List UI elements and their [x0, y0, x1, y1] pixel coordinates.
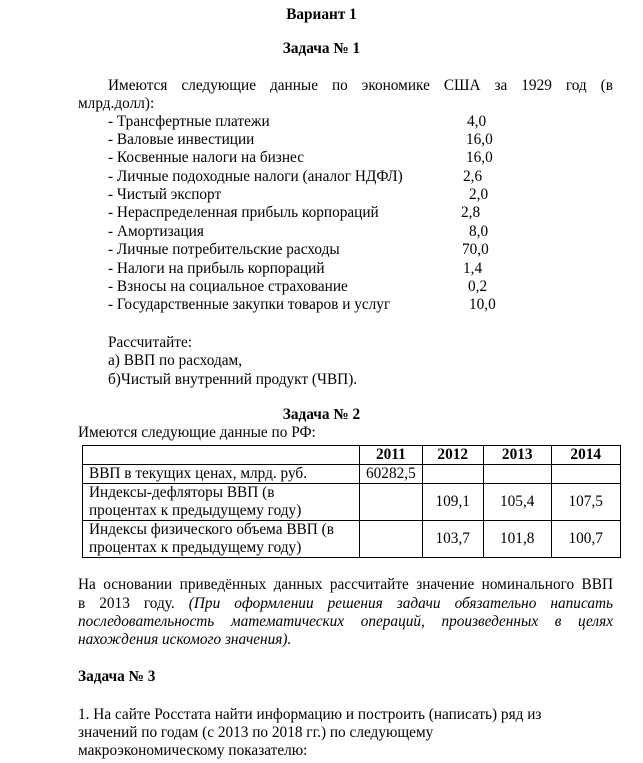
row-label: ВВП в текущих ценах, млрд. руб.	[83, 465, 360, 484]
task2-paragraph-line: На основании приведённых данных рассчитайте значение номинального ВВП	[78, 576, 613, 593]
task2-intro: Имеются следующие данные по РФ:	[78, 424, 316, 441]
table-header: 2011	[360, 446, 423, 465]
paragraph-text: в 2013 году.	[78, 595, 175, 612]
table-header: 2012	[422, 446, 483, 465]
table-cell: 103,7	[422, 521, 483, 558]
table-cell	[360, 521, 423, 558]
gdp-table	[82, 445, 621, 558]
list-item: - Нераспределенная прибыль корпораций	[108, 204, 379, 221]
row-label-line: Индексы физического объема ВВП (в	[89, 521, 334, 538]
table-cell: 100,7	[551, 521, 620, 558]
table-cell	[360, 484, 423, 521]
task2-paragraph-line: нахождения искомого значения).	[78, 631, 292, 648]
list-item: - Личные потребительские расходы	[108, 241, 340, 258]
task1-intro-cont: млрд.долл):	[78, 95, 155, 112]
list-item-value: 70,0	[462, 241, 489, 258]
list-item-value: 4,0	[467, 113, 487, 130]
list-item: - Личные подоходные налоги (аналог НДФЛ)	[108, 168, 403, 185]
table-header: 2013	[483, 446, 551, 465]
task1-calc-label: Рассчитайте:	[108, 334, 193, 351]
list-item: - Взносы на социальное страхование	[108, 278, 348, 295]
list-item-value: 16,0	[466, 149, 493, 166]
task3-line: макроэкономическому показателю:	[78, 742, 308, 759]
table-cell: 101,8	[483, 521, 551, 558]
list-item: - Валовые инвестиции	[108, 131, 255, 148]
row-label	[83, 521, 360, 558]
list-item-value: 2,6	[463, 168, 483, 185]
table-cell	[551, 465, 620, 484]
task3-line: 1. На сайте Росстата найти информацию и построить (написать) ряд из	[78, 706, 542, 723]
task2-heading: Задача № 2	[282, 406, 361, 423]
list-item: - Трансфертные платежи	[108, 113, 270, 130]
list-item: - Государственные закупки товаров и услуг	[108, 296, 391, 313]
row-label-line: процентах к предыдущему году)	[89, 539, 302, 556]
table-cell: 109,1	[422, 484, 483, 521]
list-item-value: 10,0	[469, 296, 496, 313]
row-label	[83, 484, 360, 521]
table-cell	[483, 465, 551, 484]
list-item-value: 2,0	[469, 186, 489, 203]
table-header: 2014	[551, 446, 620, 465]
table-cell: 60282,5	[360, 465, 423, 484]
table-row	[83, 484, 621, 521]
task2-paragraph-line	[78, 595, 613, 613]
list-item: - Налоги на прибыль корпораций	[108, 260, 325, 277]
list-item-value: 1,4	[463, 260, 483, 277]
task2-paragraph-line: последовательность математических операций, произведенных в целях	[78, 613, 613, 630]
list-item: - Амортизация	[108, 223, 204, 240]
task3-heading: Задача № 3	[78, 668, 156, 685]
task1-calc-b: б)Чистый внутренний продукт (ЧВП).	[108, 371, 358, 388]
task1-calc-a: а) ВВП по расходам,	[108, 352, 243, 369]
document-title: Вариант 1	[286, 6, 357, 23]
task3-line: значений по годам (с 2013 по 2018 гг.) по следующему	[78, 724, 434, 741]
table-row	[83, 521, 621, 558]
task1-intro: Имеются следующие данные по экономике США за 1929 год (в	[108, 77, 613, 94]
table-row	[83, 465, 621, 484]
table-cell	[422, 465, 483, 484]
list-item-value: 0,2	[468, 278, 488, 295]
table-cell: 105,4	[483, 484, 551, 521]
row-label-line: Индексы-дефляторы ВВП (в	[89, 484, 275, 501]
table-header-empty	[83, 446, 360, 465]
task1-heading: Задача № 1	[282, 40, 361, 57]
list-item: - Чистый экспорт	[108, 186, 222, 203]
row-label-line: процентах к предыдущему году)	[89, 502, 302, 519]
list-item-value: 8,0	[469, 223, 489, 240]
list-item-value: 16,0	[466, 131, 493, 148]
list-item: - Косвенные налоги на бизнес	[108, 149, 304, 166]
paragraph-italic-text: (При оформлении решения задачи обязательно написать	[188, 595, 614, 612]
table-cell: 107,5	[551, 484, 620, 521]
list-item-value: 2,8	[461, 204, 481, 221]
